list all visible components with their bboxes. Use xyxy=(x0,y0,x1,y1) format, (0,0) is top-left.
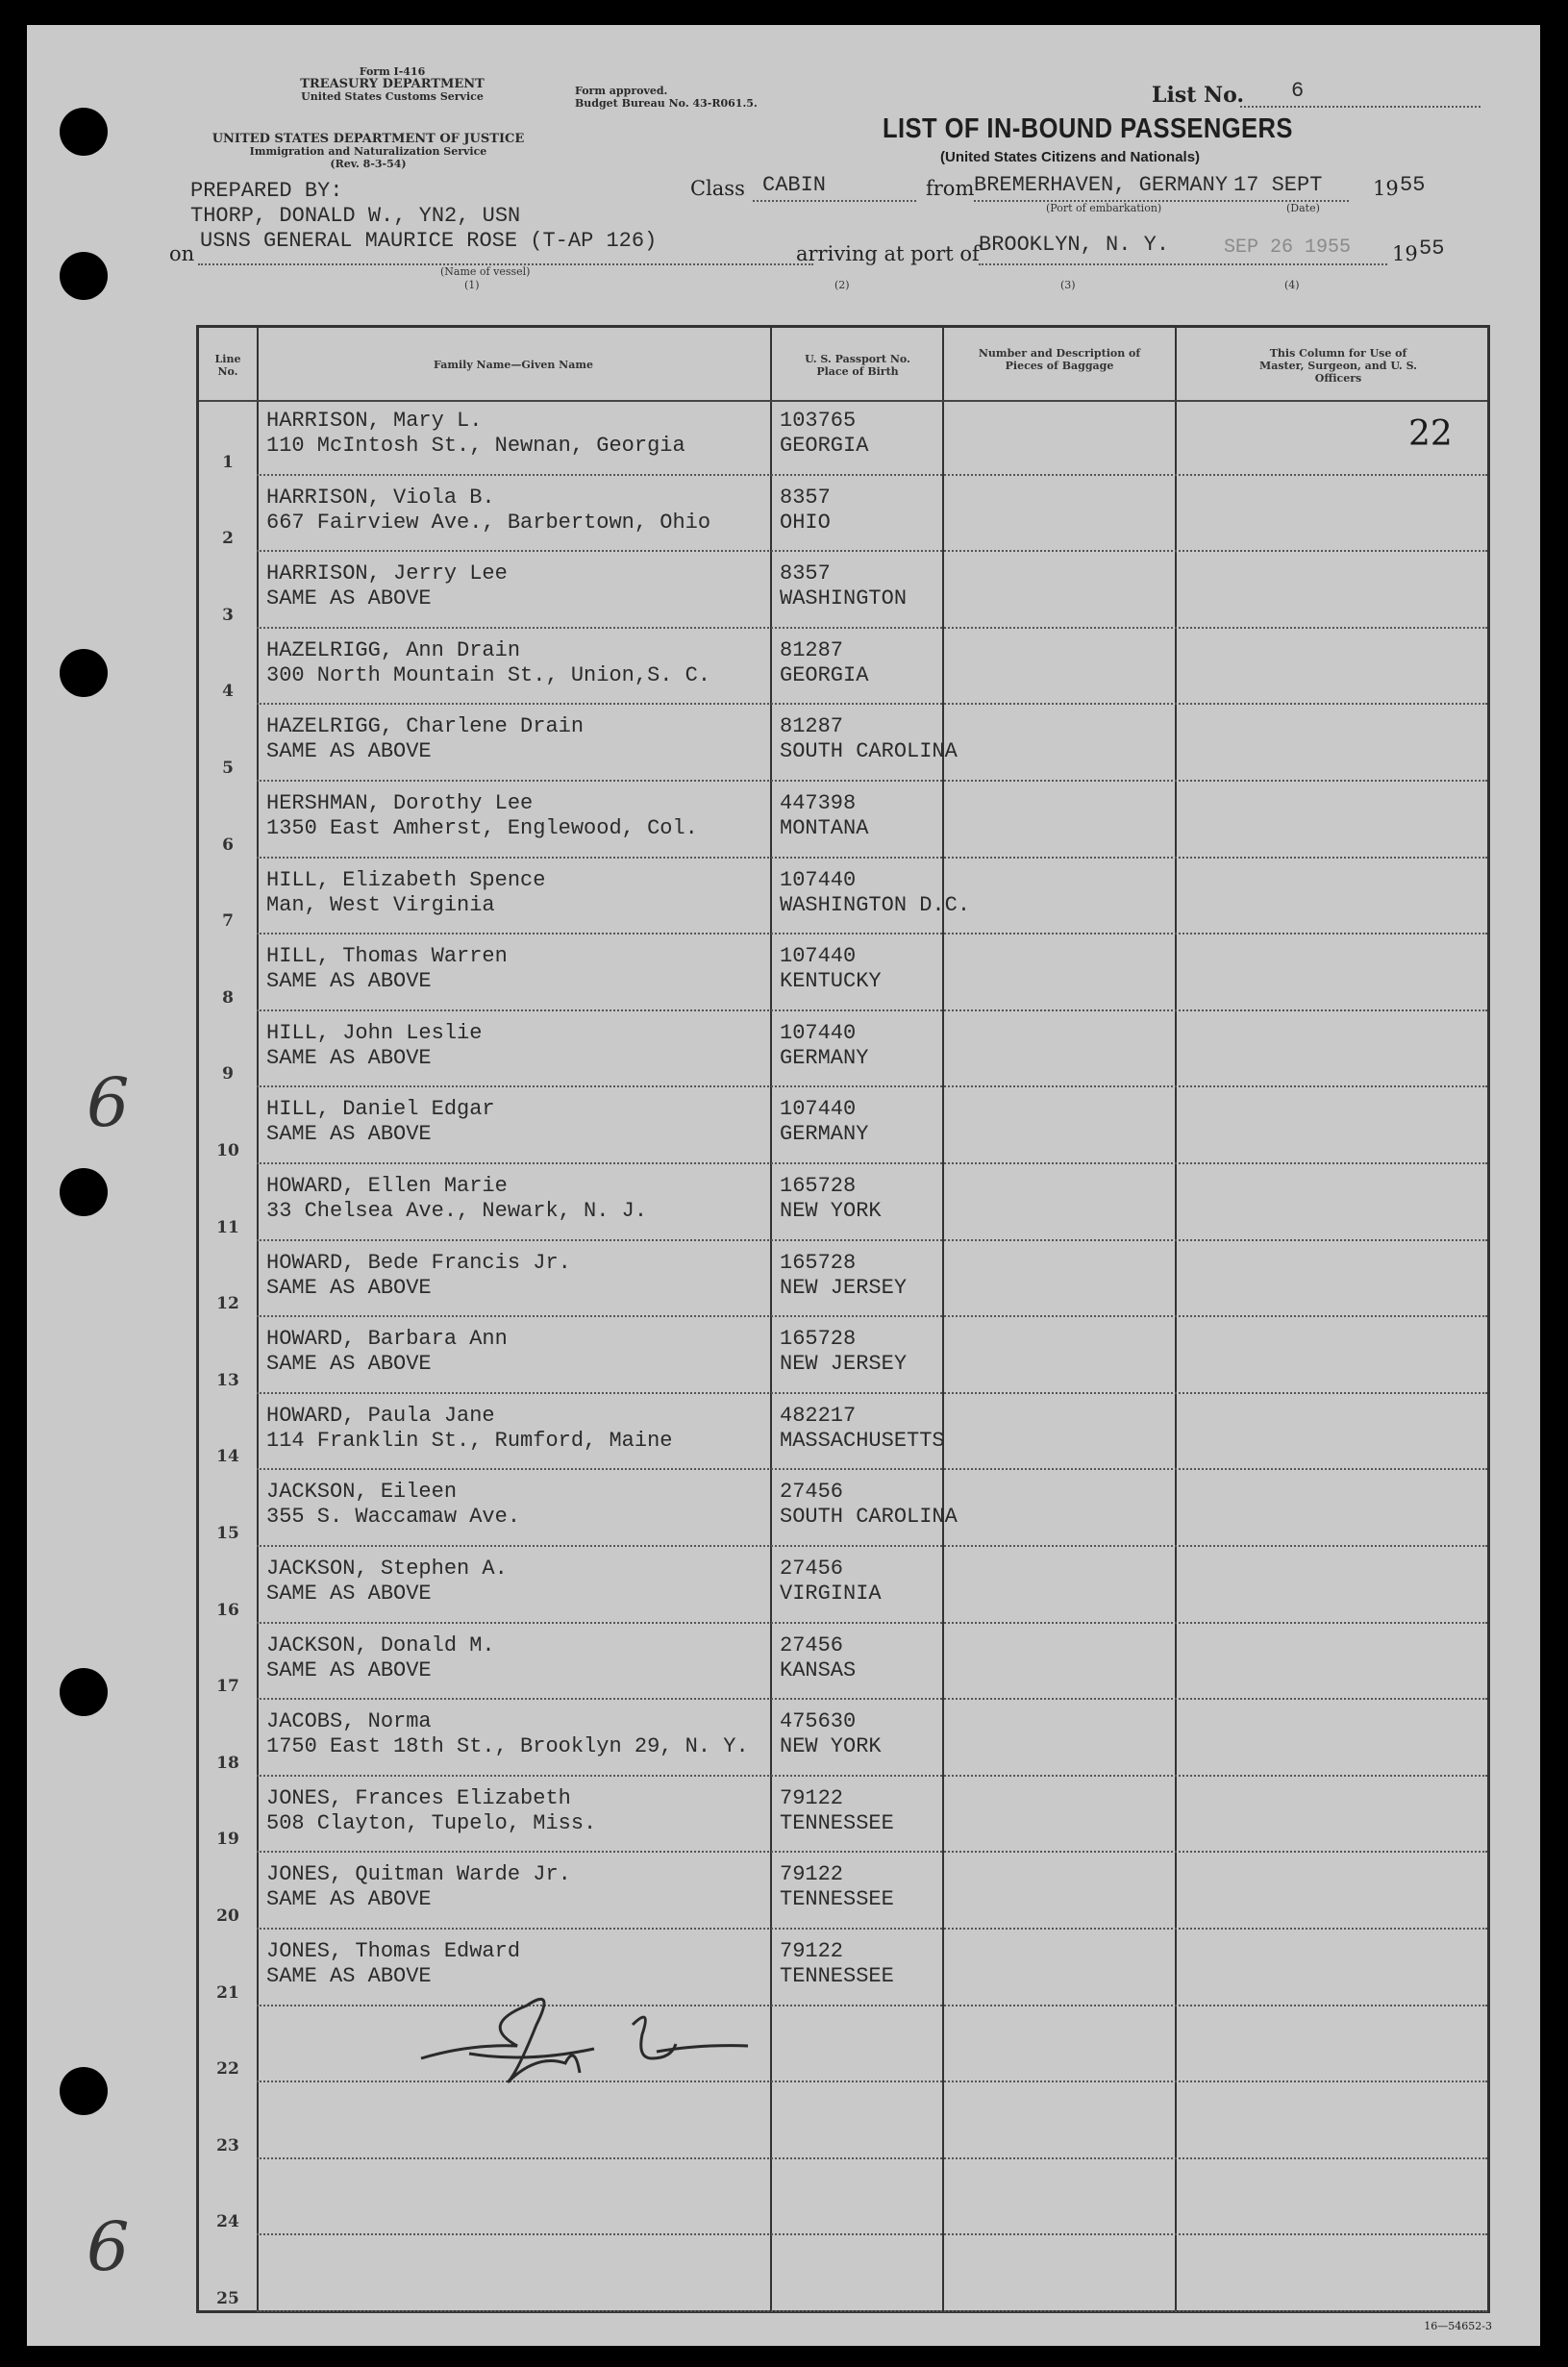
form-footer: 16—54652-3 xyxy=(1424,2320,1492,2332)
passenger-name: HOWARD, Paula Jane xyxy=(266,1403,495,1428)
col-num-3: (3) xyxy=(1060,279,1076,291)
header-divider xyxy=(199,400,1487,402)
place-of-birth: GEORGIA xyxy=(780,662,869,687)
passenger-name: HOWARD, Barbara Ann xyxy=(266,1327,508,1352)
from-value: BREMERHAVEN, GERMANY xyxy=(974,173,1229,197)
passenger-name: HOWARD, Ellen Marie xyxy=(266,1174,508,1198)
table-row xyxy=(199,862,1487,939)
passenger-address: 355 S. Waccamaw Ave. xyxy=(266,1505,521,1530)
budget-bureau-text: Budget Bureau No. 43-R061.5. xyxy=(575,97,758,110)
row-number: 20 xyxy=(216,1906,239,1926)
passport-number: 79122 xyxy=(780,1785,844,1810)
place-of-birth: MASSACHUSETTS xyxy=(780,1428,945,1453)
passport-number: 8357 xyxy=(780,485,831,510)
row-rule xyxy=(257,2233,1487,2235)
arrival-year: 55 xyxy=(1419,237,1445,261)
passenger-address: SAME AS ABOVE xyxy=(266,586,432,611)
table-row xyxy=(199,1704,1487,1781)
passport-number: 165728 xyxy=(780,1327,857,1352)
passenger-address: 110 McIntosh St., Newnan, Georgia xyxy=(266,434,685,458)
port-underline xyxy=(979,263,1387,265)
place-of-birth: GERMANY xyxy=(780,1122,869,1147)
passenger-address: 1750 East 18th St., Brooklyn 29, N. Y. xyxy=(266,1734,749,1759)
row-number: 2 xyxy=(222,529,234,549)
passenger-name: JACKSON, Eileen xyxy=(266,1480,458,1505)
margin-mark-1: 6 xyxy=(87,1063,130,1142)
passenger-name: HAZELRIGG, Charlene Drain xyxy=(266,714,585,739)
table-row xyxy=(199,2086,1487,2163)
row-rule xyxy=(257,550,1487,552)
passport-number: 165728 xyxy=(780,1250,857,1275)
row-number: 11 xyxy=(216,1217,239,1237)
table-row xyxy=(199,2010,1487,2087)
signature xyxy=(411,1967,777,2102)
departure-date: 17 SEPT xyxy=(1233,173,1323,197)
row-number: 23 xyxy=(216,2135,239,2155)
col-num-1: (1) xyxy=(464,279,480,291)
arrival-date-stamp: SEP 26 1955 xyxy=(1224,237,1352,259)
col-head-baggage: Number and Description of Pieces of Baggage xyxy=(978,347,1141,372)
passenger-address: 508 Clayton, Tupelo, Miss. xyxy=(266,1810,597,1835)
class-underline xyxy=(753,200,916,202)
prepared-by-label: PREPARED BY: xyxy=(190,179,343,203)
form-approval xyxy=(575,85,806,110)
passport-number: 81287 xyxy=(780,714,844,739)
passenger-name: HARRISON, Mary L. xyxy=(266,409,483,433)
embarkation-note: (Port of embarkation) xyxy=(1046,202,1162,214)
col-num-2: (2) xyxy=(834,279,850,291)
binder-hole-2 xyxy=(60,252,108,300)
row-rule xyxy=(257,1315,1487,1317)
place-of-birth: KENTUCKY xyxy=(780,969,882,994)
row-number: 17 xyxy=(216,1677,239,1697)
list-no-underline xyxy=(1240,106,1481,108)
place-of-birth: NEW JERSEY xyxy=(780,1275,908,1300)
prepared-by-value: THORP, DONALD W., YN2, USN xyxy=(190,204,521,228)
row-rule xyxy=(257,1698,1487,1700)
list-no-label: List No. xyxy=(1152,83,1245,108)
row-rule xyxy=(257,1928,1487,1930)
date-note: (Date) xyxy=(1286,202,1320,214)
row-rule xyxy=(257,1545,1487,1547)
row-number: 25 xyxy=(216,2288,239,2308)
passenger-address: SAME AS ABOVE xyxy=(266,1352,432,1377)
row-rule xyxy=(257,1392,1487,1394)
passenger-address: 33 Chelsea Ave., Newark, N. J. xyxy=(266,1199,648,1223)
table-row xyxy=(199,1015,1487,1092)
passenger-address: SAME AS ABOVE xyxy=(266,1964,432,1988)
officer-note: 22 xyxy=(1408,414,1453,454)
row-number: 13 xyxy=(216,1370,239,1390)
col-head-line: Line No. xyxy=(214,353,241,378)
place-of-birth: NEW YORK xyxy=(780,1734,882,1759)
table-row xyxy=(199,1245,1487,1322)
passenger-name: JACOBS, Norma xyxy=(266,1709,432,1734)
passport-number: 81287 xyxy=(780,637,844,662)
passenger-address: SAME AS ABOVE xyxy=(266,1122,432,1147)
passport-number: 107440 xyxy=(780,867,857,892)
passport-number: 8357 xyxy=(780,561,831,586)
row-number: 4 xyxy=(222,682,234,702)
row-rule xyxy=(257,2157,1487,2159)
passenger-name: JACKSON, Stephen A. xyxy=(266,1557,508,1581)
passenger-name: HARRISON, Viola B. xyxy=(266,485,495,510)
passenger-name: JONES, Frances Elizabeth xyxy=(266,1785,571,1810)
passport-number: 107440 xyxy=(780,1020,857,1045)
page-title: LIST OF IN-BOUND PASSENGERS xyxy=(883,113,1293,144)
row-rule xyxy=(257,780,1487,782)
table-row xyxy=(199,556,1487,633)
table-row xyxy=(199,938,1487,1015)
table-row xyxy=(199,1474,1487,1551)
treasury-header xyxy=(238,65,546,103)
passenger-address: SAME AS ABOVE xyxy=(266,1045,432,1070)
place-of-birth: GEORGIA xyxy=(780,434,869,458)
place-of-birth: TENNESSEE xyxy=(780,1964,894,1988)
place-of-birth: GERMANY xyxy=(780,1045,869,1070)
departure-year: 55 xyxy=(1400,173,1426,197)
table-row xyxy=(199,480,1487,557)
row-number: 10 xyxy=(216,1140,239,1160)
passenger-name: HARRISON, Jerry Lee xyxy=(266,561,508,586)
row-number: 21 xyxy=(216,1982,239,2003)
place-of-birth: TENNESSEE xyxy=(780,1810,894,1835)
passport-number: 27456 xyxy=(780,1557,844,1581)
revision-date: (Rev. 8-3-54) xyxy=(330,158,407,170)
place-of-birth: TENNESSEE xyxy=(780,1887,894,1912)
place-of-birth: KANSAS xyxy=(780,1657,857,1682)
passenger-name: JONES, Quitman Warde Jr. xyxy=(266,1862,571,1887)
row-rule xyxy=(257,1775,1487,1777)
passenger-name: HERSHMAN, Dorothy Lee xyxy=(266,791,534,815)
row-number: 14 xyxy=(216,1447,239,1467)
place-of-birth: NEW YORK xyxy=(780,1199,882,1223)
passport-number: 79122 xyxy=(780,1939,844,1963)
row-number: 19 xyxy=(216,1830,239,1850)
row-number: 15 xyxy=(216,1523,239,1543)
table-row xyxy=(199,1168,1487,1245)
passenger-address: 667 Fairview Ave., Barbertown, Ohio xyxy=(266,510,711,535)
row-number: 18 xyxy=(216,1753,239,1773)
place-of-birth: WASHINGTON xyxy=(780,586,908,611)
place-of-birth: MONTANA xyxy=(780,816,869,840)
vessel-note: (Name of vessel) xyxy=(440,265,531,278)
year-prefix-1: 19 xyxy=(1373,177,1399,200)
passport-number: 107440 xyxy=(780,944,857,969)
passenger-name: JACKSON, Donald M. xyxy=(266,1632,495,1657)
arrival-port: BROOKLYN, N. Y. xyxy=(979,233,1170,257)
table-row xyxy=(199,2163,1487,2240)
row-rule xyxy=(257,857,1487,859)
passenger-address: SAME AS ABOVE xyxy=(266,1582,432,1606)
row-number: 3 xyxy=(222,605,234,625)
row-number: 24 xyxy=(216,2212,239,2232)
place-of-birth: NEW JERSEY xyxy=(780,1352,908,1377)
passenger-manifest-page xyxy=(27,25,1540,2346)
passenger-address: 114 Franklin St., Rumford, Maine xyxy=(266,1428,673,1453)
passenger-name: HILL, Elizabeth Spence xyxy=(266,867,546,892)
table-row xyxy=(199,1781,1487,1857)
class-label: Class xyxy=(690,177,745,200)
row-rule xyxy=(257,627,1487,629)
passenger-name: HILL, Daniel Edgar xyxy=(266,1097,495,1122)
table-row xyxy=(199,1398,1487,1475)
row-number: 8 xyxy=(222,987,234,1008)
table-row xyxy=(199,1551,1487,1628)
row-rule xyxy=(257,1239,1487,1241)
vessel-name: USNS GENERAL MAURICE ROSE (T-AP 126) xyxy=(200,229,658,253)
row-rule xyxy=(257,474,1487,476)
place-of-birth: SOUTH CAROLINA xyxy=(780,1505,958,1530)
passport-number: 27456 xyxy=(780,1480,844,1505)
class-value: CABIN xyxy=(762,173,827,197)
row-rule xyxy=(257,1622,1487,1624)
passenger-address: 300 North Mountain St., Union,S. C. xyxy=(266,662,711,687)
from-label: from xyxy=(926,177,975,200)
row-rule xyxy=(257,933,1487,934)
passenger-address: Man, West Virginia xyxy=(266,892,495,917)
passenger-name: HOWARD, Bede Francis Jr. xyxy=(266,1250,571,1275)
justice-dept: UNITED STATES DEPARTMENT OF JUSTICE xyxy=(212,132,525,146)
page-subtitle: (United States Citizens and Nationals) xyxy=(940,149,1201,165)
row-number: 5 xyxy=(222,758,234,778)
row-number: 7 xyxy=(222,911,234,932)
row-rule xyxy=(257,1851,1487,1853)
passenger-address: SAME AS ABOVE xyxy=(266,739,432,764)
form-approved-text: Form approved. xyxy=(575,85,668,97)
arriving-label: arriving at port of xyxy=(796,242,980,265)
passenger-address: SAME AS ABOVE xyxy=(266,1657,432,1682)
on-label: on xyxy=(169,242,195,265)
col-num-4: (4) xyxy=(1284,279,1300,291)
row-rule xyxy=(257,1085,1487,1087)
table-row xyxy=(199,633,1487,710)
passenger-name: JONES, Thomas Edward xyxy=(266,1939,521,1963)
table-row xyxy=(199,1321,1487,1398)
row-rule xyxy=(257,1009,1487,1011)
col-head-passport: U. S. Passport No. Place of Birth xyxy=(805,353,910,378)
list-no-value: 6 xyxy=(1291,79,1305,103)
binder-hole-3 xyxy=(60,649,108,697)
row-number: 6 xyxy=(222,835,234,855)
passport-number: 27456 xyxy=(780,1632,844,1657)
form-number: Form I-416 xyxy=(359,65,426,78)
passport-number: 103765 xyxy=(780,409,857,433)
passenger-name: HAZELRIGG, Ann Drain xyxy=(266,637,521,662)
treasury-dept: TREASURY DEPARTMENT xyxy=(300,77,485,91)
passenger-address: SAME AS ABOVE xyxy=(266,1887,432,1912)
place-of-birth: SOUTH CAROLINA xyxy=(780,739,958,764)
binder-hole-1 xyxy=(60,108,108,156)
passport-number: 475630 xyxy=(780,1709,857,1734)
place-of-birth: VIRGINIA xyxy=(780,1582,882,1606)
row-number: 16 xyxy=(216,1600,239,1620)
col-head-officers: This Column for Use of Master, Surgeon, and U. S. Officers xyxy=(1259,347,1417,385)
passport-number: 482217 xyxy=(780,1403,857,1428)
table-row xyxy=(199,785,1487,862)
passport-number: 107440 xyxy=(780,1097,857,1122)
row-rule xyxy=(257,1468,1487,1470)
place-of-birth: WASHINGTON D.C. xyxy=(780,892,971,917)
passenger-name: HILL, John Leslie xyxy=(266,1020,483,1045)
row-number: 9 xyxy=(222,1064,234,1084)
passport-number: 165728 xyxy=(780,1174,857,1198)
passenger-address: 1350 East Amherst, Englewood, Col. xyxy=(266,816,698,840)
passenger-table xyxy=(196,325,1490,2313)
binder-hole-6 xyxy=(60,2067,108,2115)
customs-service: United States Customs Service xyxy=(301,90,484,103)
row-number: 22 xyxy=(216,2059,239,2080)
row-number: 12 xyxy=(216,1294,239,1314)
passport-number: 447398 xyxy=(780,791,857,815)
row-rule xyxy=(257,1162,1487,1164)
table-row xyxy=(199,403,1487,480)
year-prefix-2: 19 xyxy=(1392,242,1418,265)
col-head-name: Family Name—Given Name xyxy=(434,359,593,371)
justice-header xyxy=(162,133,575,170)
table-row xyxy=(199,709,1487,785)
ins-service: Immigration and Naturalization Service xyxy=(249,145,487,158)
passport-number: 79122 xyxy=(780,1862,844,1887)
place-of-birth: OHIO xyxy=(780,510,831,535)
passenger-address: SAME AS ABOVE xyxy=(266,969,432,994)
table-row xyxy=(199,1856,1487,1933)
row-number: 1 xyxy=(222,452,234,472)
table-row xyxy=(199,2239,1487,2316)
row-rule xyxy=(257,703,1487,705)
passenger-address: SAME AS ABOVE xyxy=(266,1275,432,1300)
table-row xyxy=(199,1091,1487,1168)
table-row xyxy=(199,1628,1487,1705)
row-rule xyxy=(257,2310,1487,2312)
margin-mark-2: 6 xyxy=(87,2207,130,2286)
passenger-name: HILL, Thomas Warren xyxy=(266,944,508,969)
binder-hole-4 xyxy=(60,1168,108,1216)
binder-hole-5 xyxy=(60,1668,108,1716)
table-row xyxy=(199,1933,1487,2010)
